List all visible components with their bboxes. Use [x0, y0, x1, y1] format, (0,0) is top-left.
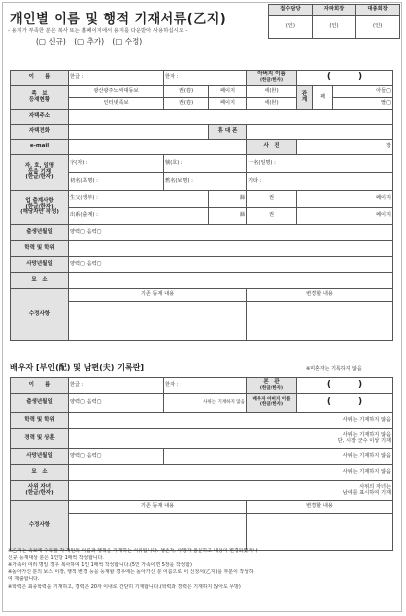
clan-head-header: 대종회장 — [356, 5, 400, 16]
form-title: 개인별 이름 및 행적 기재서류(乙지) — [10, 12, 227, 27]
first-name-field[interactable]: 初名(초명) : — [69, 173, 164, 191]
spouse-hanja-field[interactable]: 한자 : — [164, 378, 247, 394]
option-new[interactable]: (▢ 신규) — [36, 37, 66, 46]
spouse-origin-label: 본 관 (한글/한자) — [247, 378, 297, 394]
new-record-header: 변경할 내용 — [247, 289, 393, 302]
email-label: e-mail — [11, 140, 69, 155]
birth-father-clan[interactable]: 篩 — [209, 191, 247, 208]
name-hanja-field[interactable]: 한자 : — [164, 71, 247, 86]
spouse-table — [10, 377, 393, 551]
other-name-field[interactable]: 기타 : — [247, 173, 393, 191]
relation-label: 관 계 — [297, 86, 313, 110]
phone-field[interactable] — [69, 125, 209, 140]
footnotes — [8, 548, 398, 591]
spouse-grave-field[interactable]: 사위는 기재하지 않음 — [69, 465, 393, 481]
mobile-field[interactable] — [247, 125, 393, 140]
spouse-name-label: 이 름 — [11, 378, 69, 394]
spouse-section-title: 배우자 [부인(配) 및 남편(夫) 기록란] — [10, 363, 145, 372]
spouse-existing-field[interactable] — [69, 514, 247, 551]
photo-count-field[interactable]: 장 — [297, 140, 393, 155]
spouse-new-header: 변경할 내용 — [247, 501, 393, 514]
spouse-education-field[interactable]: 사위는 기재하지 않음 — [69, 413, 393, 429]
jokbo-book-2: 인터넷족보 — [69, 98, 164, 110]
education-label: 학력 및 학위 — [11, 241, 69, 257]
adoption-label: 업 출계사항 (한글/한자) (해당자만 작성) — [11, 191, 69, 225]
spouse-father-field[interactable]: ( ) — [297, 394, 393, 413]
footnote-5: 여 제출합니다. — [8, 576, 40, 583]
jokbo-generation-2[interactable]: 세(世) — [247, 98, 297, 110]
son-checkbox[interactable]: 아들▢ — [333, 86, 393, 98]
footnote-3: ※가족이 여러 명일 경우 복사하여 1인 1매씩 작성합니다.(5인 가족이면 5장을 작성함) — [8, 562, 192, 569]
spouse-deathdate-label: 사망년월일 — [11, 449, 69, 465]
birth-father-volume[interactable]: 권 — [247, 191, 297, 208]
edit-label: 수정사항 — [11, 289, 69, 341]
mobile-label: 휴 대 폰 — [209, 125, 247, 140]
birthdate-field[interactable]: 양력▢ 음력▢ — [69, 225, 393, 241]
alias-field[interactable]: 一名(일명) : — [247, 155, 393, 173]
pen-name-field[interactable]: 號(호) : — [164, 155, 247, 173]
spouse-education-label: 학력 및 학위 — [11, 413, 69, 429]
address-label: 자택주소 — [11, 110, 69, 125]
jokbo-page-1[interactable]: 페이지 — [209, 86, 247, 98]
branch-head-stamp: (인) — [312, 16, 356, 39]
approval-table — [268, 4, 400, 39]
option-add[interactable]: (▢ 추가) — [74, 37, 105, 46]
personal-table — [10, 70, 393, 341]
photo-label: 사 진 — [247, 140, 297, 155]
jokbo-label: 족 보 등재현황 — [11, 86, 69, 110]
spouse-origin-field[interactable]: ( ) — [297, 378, 393, 394]
education-field[interactable] — [69, 241, 393, 257]
spouse-section-note: ※미혼자는 기록하지 않음 — [306, 366, 362, 372]
daughter-checkbox[interactable]: 딸▢ — [333, 98, 393, 110]
spouse-hangul-field[interactable]: 한글 : — [69, 378, 164, 394]
courtesy-name-field[interactable]: 字(자) : — [69, 155, 164, 173]
father-name-label: 아버지 이름 (한글/한자) — [247, 71, 297, 86]
form-subtitle: - 용지가 부족한 분은 복사 또는 홈페이지에서 용지를 다운받아 사용하십시오 - — [8, 28, 188, 34]
relation-ordinal[interactable]: 째 — [313, 86, 333, 110]
email-field[interactable] — [69, 140, 247, 155]
new-record-field[interactable] — [247, 302, 393, 341]
spouse-existing-header: 기존 등재 내용 — [69, 501, 247, 514]
spouse-deathdate-note: 사위는 기재하지 않음 — [164, 449, 393, 465]
spouse-edit-label: 수정사항 — [11, 501, 69, 551]
jokbo-volume-1[interactable]: 권(卷) — [164, 86, 209, 98]
spouse-birthdate-field[interactable]: 양력▢ 음력▢ — [69, 394, 164, 413]
adopted-out-volume[interactable]: 권 — [247, 208, 297, 225]
clan-head-stamp: (인) — [356, 16, 400, 39]
grave-field[interactable] — [69, 273, 393, 289]
birth-father-page[interactable]: 페이지 — [297, 191, 393, 208]
form-type-options — [36, 36, 148, 47]
existing-record-header: 기존 등재 내용 — [69, 289, 247, 302]
spouse-husband-note: 사위는 기재하지 않음 — [164, 394, 247, 413]
deathdate-label: 사망년월일 — [11, 257, 69, 273]
spouse-career-label: 경력 및 상훈 — [11, 429, 69, 449]
footnote-1: ※乙지는 족보에 수록할 각 개인의 이름과 행적을 기재하는 서류입니다. 생존자, 사망자 불문하고 내용이 변경되었거나 — [8, 548, 258, 554]
receiver-header: 접수담당 — [269, 5, 313, 16]
adopted-out-field[interactable]: 出系(출계) : — [69, 208, 209, 225]
name-hangul-field[interactable]: 한글 : — [69, 71, 164, 86]
old-name-field[interactable]: 舊名(보명) : — [164, 173, 247, 191]
son-in-law-children-field[interactable]: 사위의 자녀는 남여를 표시하여 기재 — [69, 481, 393, 501]
footnote-2: 신규 등재대상 분은 1인당 1매씩 작성합니다. — [8, 555, 104, 562]
father-name-field[interactable]: ( ) — [297, 71, 393, 86]
spouse-new-field[interactable] — [247, 514, 393, 551]
jokbo-page-2[interactable]: 페이지 — [209, 98, 247, 110]
address-field[interactable] — [69, 110, 393, 125]
spouse-birthdate-label: 출생년월일 — [11, 394, 69, 413]
birth-father-field[interactable]: 生父(생부) : — [69, 191, 209, 208]
spouse-grave-label: 묘 소 — [11, 465, 69, 481]
branch-head-header: 자파회장 — [312, 5, 356, 16]
phone-label: 자택전화 — [11, 125, 69, 140]
adopted-out-clan[interactable]: 篩 — [209, 208, 247, 225]
jokbo-generation-1[interactable]: 세(世) — [247, 86, 297, 98]
spouse-career-field[interactable]: 사위는 기재하지 않음 단, 시장 군수 이상 기재 — [69, 429, 393, 449]
name-label: 이 름 — [11, 71, 69, 86]
option-edit[interactable]: (▢ 수정) — [112, 37, 143, 46]
deathdate-field[interactable]: 양력▢ 음력▢ — [69, 257, 393, 273]
adopted-out-page[interactable]: 페이지 — [297, 208, 393, 225]
jokbo-volume-2[interactable]: 권(卷) — [164, 98, 209, 110]
son-in-law-children-label: 사위 자녀 (한글/한자) — [11, 481, 69, 501]
receiver-stamp: (인) — [269, 16, 313, 39]
spouse-father-label: 배우자 아버지 이름 (한글/한자) — [247, 394, 297, 413]
grave-label: 묘 소 — [11, 273, 69, 289]
footnote-6: ※학력은 최종학력을 기재하고, 경력은 20자 이내로 간단히 기재합니다.(학력과 경력은 기재하지 않아도 무방) — [8, 583, 241, 590]
spouse-deathdate-field[interactable]: 양력▢ 음력▢ — [69, 449, 164, 465]
jokbo-book-1: 광산광주노씨대동보 — [69, 86, 164, 98]
aliases-label: 자, 호, 일명 등을 기재 (한글/한자) — [11, 155, 69, 191]
birthdate-label: 출생년월일 — [11, 225, 69, 241]
footnote-4: ※돌아가신 분의 보스 이장, 행적 변경 등을 등재할 경우에는 돌아가신 분 이름으로 이 신청서(乙지)를 부분이 작성하 — [8, 569, 254, 576]
existing-record-field[interactable] — [69, 302, 247, 341]
